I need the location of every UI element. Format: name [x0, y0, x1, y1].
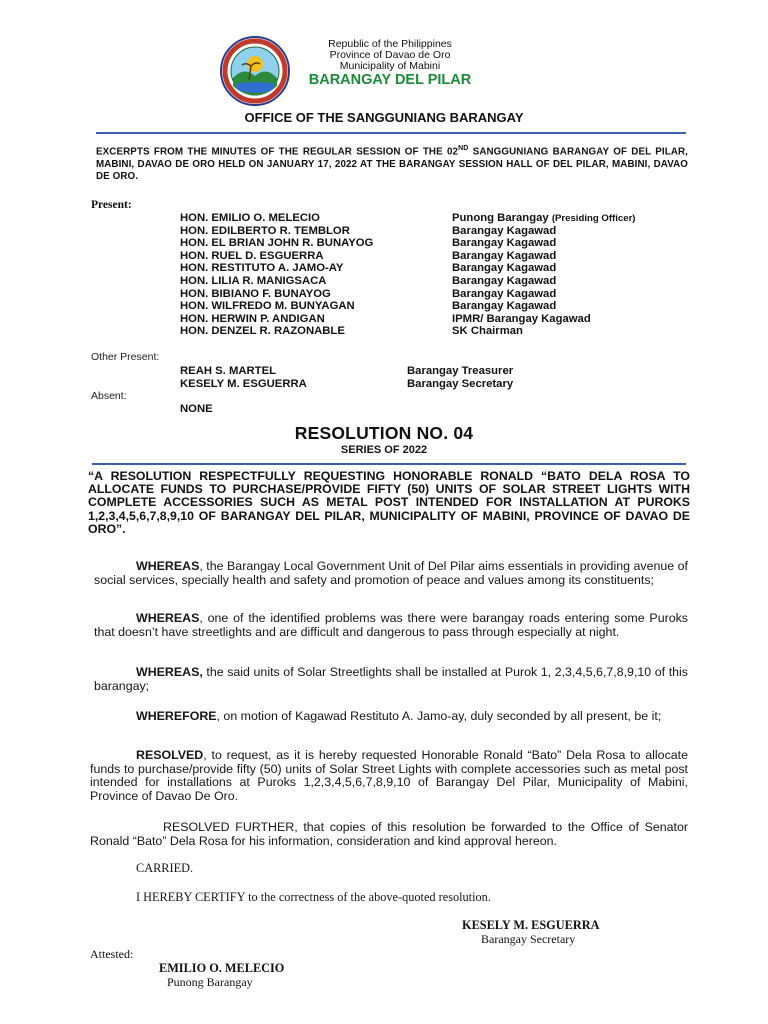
present-label: Present:	[91, 199, 132, 211]
whereas-paragraph: WHEREAS, one of the identified problems was there were barangay roads entering some Puroks that doesn’t have streetlights and are difficult and dangerous to pass through especially at night.	[94, 611, 688, 639]
member-role: Barangay Kagawad	[452, 300, 557, 313]
member-role: Barangay Kagawad	[452, 287, 557, 300]
resolution-divider	[92, 463, 686, 465]
secretary-name: KESELY M. ESGUERRA	[462, 918, 600, 932]
member-name: HON. HERWIN P. ANDIGAN	[180, 312, 325, 325]
member-name: HON. EMILIO O. MELECIO	[180, 212, 320, 224]
other-role: Barangay Treasurer	[407, 365, 514, 377]
member-role: Barangay Kagawad	[452, 224, 557, 237]
member-role: Punong Barangay (Presiding Officer)	[452, 212, 636, 224]
province-line: Province of Davao de Oro	[329, 49, 451, 61]
office-title: OFFICE OF THE SANGGUNIANG BARANGAY	[244, 110, 524, 125]
member-role: Barangay Kagawad	[452, 262, 557, 275]
whereas-paragraph: WHEREAS, the Barangay Local Government Unit of Del Pilar aims essentials in providing avenue of social services, specially health and safety and promotion of peace and values among its constituents;	[94, 559, 688, 587]
member-role: Barangay Kagawad	[452, 275, 557, 287]
member-role: SK Chairman	[452, 325, 523, 338]
member-role-note: (Presiding Officer)	[551, 213, 636, 224]
member-name: HON. EL BRIAN JOHN R. BUNAYOG	[180, 237, 374, 250]
attester-name: EMILIO O. MELECIO	[159, 961, 285, 975]
barangay-name: BARANGAY DEL PILAR	[308, 72, 472, 88]
absent-value: NONE	[180, 403, 213, 415]
resolution-text: “A RESOLUTION RESPECTFULLY REQUESTING HONORABLE RONALD “BATO DELA ROSA TO ALLOCATE FUNDS TO PURCHASE/PROVIDE FIFTY (50) UNITS OF SOLAR STREET LIGHTS WITH COMPLETE ACCESSORIES SUCH AS METAL POST INTENDED FOR INSTALLATION AT PUROKS 1,2,3,4,5,6,7,8,9,10 OF BARANGAY DEL PILAR, MUNICIPALITY OF MABINI, PROVINCE OF DAVAO DE ORO”.	[88, 469, 690, 536]
member-name: HON. LILIA R. MANIGSACA	[180, 275, 327, 287]
member-role: Barangay Kagawad	[452, 237, 557, 250]
resolved-further-paragraph: RESOLVED FURTHER, that copies of this resolution be forwarded to the Office of Senator Ronald “Bato” Dela Rosa for his information, consideration and kind approval hereon.	[90, 820, 688, 848]
attester-title: Punong Barangay	[167, 975, 253, 989]
other-name: REAH S. MARTEL	[180, 365, 277, 377]
minutes-excerpt: EXCERPTS FROM THE MINUTES OF THE REGULAR SESSION OF THE 02ND SANGGUNIANG BARANGAY OF DEL PILAR, MABINI, DAVAO DE ORO HELD ON JANUARY 17, 2022 AT THE BARANGAY SESSION HALL OF DEL PILAR, MABINI, DAVAO DE ORO.	[96, 145, 688, 183]
other-name: KESELY M. ESGUERRA	[180, 378, 307, 390]
republic-line: Republic of the Philippines	[328, 38, 452, 50]
carried-text: CARRIED.	[136, 861, 194, 875]
member-name: HON. BIBIANO F. BUNAYOG	[180, 287, 331, 300]
certify-statement: I HEREBY CERTIFY to the correctness of the above-quoted resolution.	[136, 890, 491, 904]
absent-label: Absent:	[91, 390, 127, 402]
member-name: HON. RESTITUTO A. JAMO-AY	[180, 262, 344, 275]
other-present-label: Other Present:	[91, 351, 160, 363]
resolved-paragraph: RESOLVED, to request, as it is hereby requested Honorable Ronald “Bato” Dela Rosa to allocate funds to purchase/provide fifty (50) units of Solar Street Lights with complete accessories such as metal post intended for installations at Puroks 1,2,3,4,5,6,7,8,9,10 of Barangay Del Pilar, Municipality of Mabini, Province of Davao De Oro.	[90, 748, 688, 803]
secretary-title: Barangay Secretary	[481, 932, 576, 946]
resolution-title: RESOLUTION NO. 04	[294, 423, 474, 443]
member-role: IPMR/ Barangay Kagawad	[452, 312, 591, 325]
member-name: HON. WILFREDO M. BUNYAGAN	[180, 300, 355, 313]
member-name: HON. EDILBERTO R. TEMBLOR	[180, 224, 350, 237]
member-role: Barangay Kagawad	[452, 249, 557, 262]
municipality-line: Municipality of Mabini	[339, 60, 441, 72]
attested-label: Attested:	[90, 947, 134, 961]
other-role: Barangay Secretary	[407, 378, 514, 390]
wherefore-paragraph: WHEREFORE, on motion of Kagawad Restituto A. Jamo-ay, duly seconded by all present, be it;	[136, 709, 662, 723]
member-name: HON. RUEL D. ESGUERRA	[180, 249, 324, 262]
header-divider	[96, 132, 686, 134]
whereas-paragraph: WHEREAS, the said units of Solar Streetlights shall be installed at Purok 1, 2,3,4,5,6,7,8,9,10 of this barangay;	[94, 665, 688, 693]
resolution-series: SERIES OF 2022	[340, 444, 428, 456]
member-name: HON. DENZEL R. RAZONABLE	[180, 325, 345, 338]
